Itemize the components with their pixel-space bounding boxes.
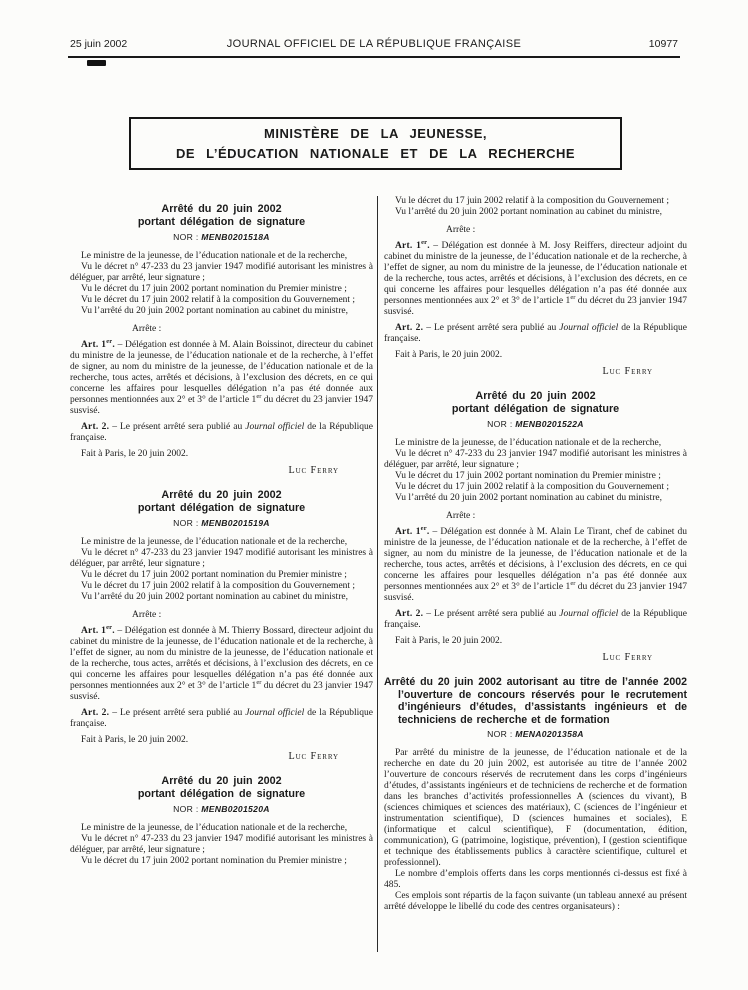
paragraph: Art. 1er. – Délégation est donnée à M. Thierry Bossard, directeur adjoint du cabinet du ministre de la jeunesse, de l’éducation nationale et de la recherche, à l’effet de signer, au nom du ministre de la jeunesse, de l’éducation nationale et de la recherche, tous actes, arrêtés et décisions, à l’exclusion des décrets, en ce qui concerne les affaires pour lesquelles délégation n’a pas été donnée aux personnes mentionnées aux 2° et 3° de l’article 1er du décret du 23 janvier 1947 susvisé. xyxy=(70,623,373,702)
article-heading: Arrêté du 20 juin 2002 portant délégation de signature xyxy=(137,203,306,228)
paragraph: Vu le décret n° 47-233 du 23 janvier 1947 modifié autorisant les ministres à déléguer, par arrêté, leur signature ; xyxy=(70,548,373,569)
nor-line: NOR : MENB0201520A xyxy=(173,804,270,814)
ministry-title-line1: MINISTÈRE DE LA JEUNESSE, xyxy=(264,126,487,141)
paragraph: Vu l’arrêté du 20 juin 2002 portant nomination au cabinet du ministre, xyxy=(395,207,662,217)
paragraph: Vu le décret du 17 juin 2002 portant nomination du Premier ministre ; xyxy=(81,856,347,866)
ministry-title-line2: DE L’ÉDUCATION NATIONALE ET DE LA RECHERCHE xyxy=(175,145,576,161)
arrete-label: Arrête : xyxy=(132,610,162,620)
paragraph: Art. 2. – Le présent arrêté sera publié au Journal officiel de la République française. xyxy=(70,422,373,443)
paragraph: Fait à Paris, le 20 juin 2002. xyxy=(395,350,503,360)
paragraph: Le ministre de la jeunesse, de l’éducation nationale et de la recherche, xyxy=(81,537,348,547)
column-divider xyxy=(377,196,378,952)
paragraph: Le ministre de la jeunesse, de l’éducation nationale et de la recherche, xyxy=(81,823,348,833)
paragraph: Ces emplois sont répartis de la façon suivante (un tableau annexé au présent arrêté développe le libellé du code des centres organisateurs) : xyxy=(384,891,687,913)
journal-title: JOURNAL OFFICIEL DE LA RÉPUBLIQUE FRANÇAISE xyxy=(226,38,522,50)
paragraph: Vu l’arrêté du 20 juin 2002 portant nomination au cabinet du ministre, xyxy=(81,306,348,316)
paragraph: Par arrêté du ministre de la jeunesse, de l’éducation nationale et de la recherche en date du 20 juin 2002, est autorisée au titre de l’année 2002 l’ouverture de concours réservés de recrutement dans les corps d’ingénieurs d’études, d’assistants ingénieurs et de techniciens de recherche et de formation dans les branches d’activités professionnelles A (sciences du vivant), B (sciences chimiques et sciences des matériaux), C (sciences de l’ingénieur et instrumentation scientifique), D (sciences humaines et sociales), E (informatique et calcul scientifique), F (documentation, édition, communication), G (patrimoine, logistique, prévention), I (gestion scientifique et technique des établissements publics à caractère scientifique, culturel et professionnel). xyxy=(384,748,687,869)
paragraph: Vu le décret n° 47-233 du 23 janvier 1947 modifié autorisant les ministres à déléguer, par arrêté, leur signature ; xyxy=(70,834,373,855)
article-heading: Arrêté du 20 juin 2002 portant délégation de signature xyxy=(137,775,306,800)
article-heading: Arrêté du 20 juin 2002 portant délégation de signature xyxy=(451,390,620,415)
paragraph: Vu le décret n° 47-233 du 23 janvier 1947 modifié autorisant les ministres à déléguer, par arrêté, leur signature ; xyxy=(384,449,687,470)
print-artifact-mark xyxy=(87,60,106,66)
paragraph: Vu l’arrêté du 20 juin 2002 portant nomination au cabinet du ministre, xyxy=(81,592,348,602)
journal-date: 25 juin 2002 xyxy=(70,38,128,50)
signature: Luc Ferry xyxy=(288,751,339,762)
paragraph: Art. 1er. – Délégation est donnée à M. Josy Reiffers, directeur adjoint du cabinet du ministre de la jeunesse, de l’éducation nationale et de la recherche, à l’effet de signer, au nom du ministre de la jeunesse, de l’éducation nationale et de la recherche, tous actes, arrêtés et décisions, à l’exclusion des décrets, en ce qui concerne les affaires pour lesquelles délégation n’a pas été donnée aux personnes mentionnées aux 2° et 3° de l’article 1er du décret du 23 janvier 1947 susvisé. xyxy=(384,238,687,317)
paragraph: Vu le décret n° 47-233 du 23 janvier 1947 modifié autorisant les ministres à déléguer, par arrêté, leur signature ; xyxy=(70,262,373,283)
ministry-title-box xyxy=(129,117,622,170)
paragraph: Vu le décret du 17 juin 2002 portant nomination du Premier ministre ; xyxy=(81,284,347,294)
right-column xyxy=(384,196,687,913)
signature: Luc Ferry xyxy=(602,652,653,663)
paragraph: Vu l’arrêté du 20 juin 2002 portant nomination au cabinet du ministre, xyxy=(395,493,662,503)
signature: Luc Ferry xyxy=(288,465,339,476)
paragraph: Art. 1er. – Délégation est donnée à M. Alain Boissinot, directeur du cabinet du ministre de la jeunesse, de l’éducation nationale et de la recherche, à l’effet de signer, au nom du ministre de la jeunesse, de l’éducation nationale et de la recherche, tous actes, arrêtés et décisions, à l’exclusion des décrets, en ce qui concerne les affaires pour lesquelles délégation n’a pas été donnée aux personnes mentionnées aux 2° et 3° de l’article 1er du décret du 23 janvier 1947 susvisé. xyxy=(70,337,373,416)
header-rule xyxy=(68,56,680,58)
nor-line: NOR : MENA0201358A xyxy=(487,729,584,740)
paragraph: Le ministre de la jeunesse, de l’éducation nationale et de la recherche, xyxy=(81,251,348,261)
paragraph: Art. 1er. – Délégation est donnée à M. Alain Le Tirant, chef de cabinet du ministre de la jeunesse, de l’éducation nationale et de la recherche, à l’effet de signer, au nom du ministre de la jeunesse, de l’éducation nationale et de la recherche, tous actes, arrêtés et décisions, à l’exclusion des décrets, en ce qui concerne les affaires pour lesquelles délégation n’a pas été donnée aux personnes mentionnées aux 2° et 3° de l’article 1er du décret du 23 janvier 1947 susvisé. xyxy=(384,524,687,603)
paragraph: Fait à Paris, le 20 juin 2002. xyxy=(81,735,189,745)
paragraph: Vu le décret du 17 juin 2002 portant nomination du Premier ministre ; xyxy=(395,471,661,481)
left-column xyxy=(70,196,373,867)
arrete-label: Arrête : xyxy=(132,324,162,334)
paragraph: Art. 2. – Le présent arrêté sera publié au Journal officiel de la République française. xyxy=(70,708,373,729)
paragraph: Art. 2. – Le présent arrêté sera publié au Journal officiel de la République française. xyxy=(384,323,687,344)
paragraph: Vu le décret du 17 juin 2002 relatif à la composition du Gouvernement ; xyxy=(395,196,670,206)
article-heading-long: Arrêté du 20 juin 2002 autorisant au titre de l’année 2002 l’ouverture de concours réservés pour le recrutement d’ingénieurs d’études, d’assistants ingénieurs et de techniciens de recherche et de formation xyxy=(384,676,687,726)
paragraph: Vu le décret du 17 juin 2002 relatif à la composition du Gouvernement ; xyxy=(81,295,356,305)
paragraph: Vu le décret du 17 juin 2002 relatif à la composition du Gouvernement ; xyxy=(395,482,670,492)
nor-line: NOR : MENB0201518A xyxy=(173,232,270,242)
paragraph: Art. 2. – Le présent arrêté sera publié au Journal officiel de la République française. xyxy=(384,609,687,630)
article-heading: Arrêté du 20 juin 2002 portant délégation de signature xyxy=(137,489,306,514)
paragraph: Le ministre de la jeunesse, de l’éducation nationale et de la recherche, xyxy=(395,438,662,448)
nor-line: NOR : MENB0201519A xyxy=(173,518,270,528)
arrete-label: Arrête : xyxy=(446,511,476,521)
nor-line: NOR : MENB0201522A xyxy=(487,419,584,429)
paragraph: Fait à Paris, le 20 juin 2002. xyxy=(81,449,189,459)
paragraph: Fait à Paris, le 20 juin 2002. xyxy=(395,636,503,646)
paragraph: Vu le décret du 17 juin 2002 relatif à la composition du Gouvernement ; xyxy=(81,581,356,591)
paragraph: Vu le décret du 17 juin 2002 portant nomination du Premier ministre ; xyxy=(81,570,347,580)
arrete-label: Arrête : xyxy=(446,225,476,235)
signature: Luc Ferry xyxy=(602,366,653,377)
page-number: 10977 xyxy=(648,38,678,50)
paragraph: Le nombre d’emplois offerts dans les corps mentionnés ci-dessus est fixé à 485. xyxy=(384,869,687,891)
